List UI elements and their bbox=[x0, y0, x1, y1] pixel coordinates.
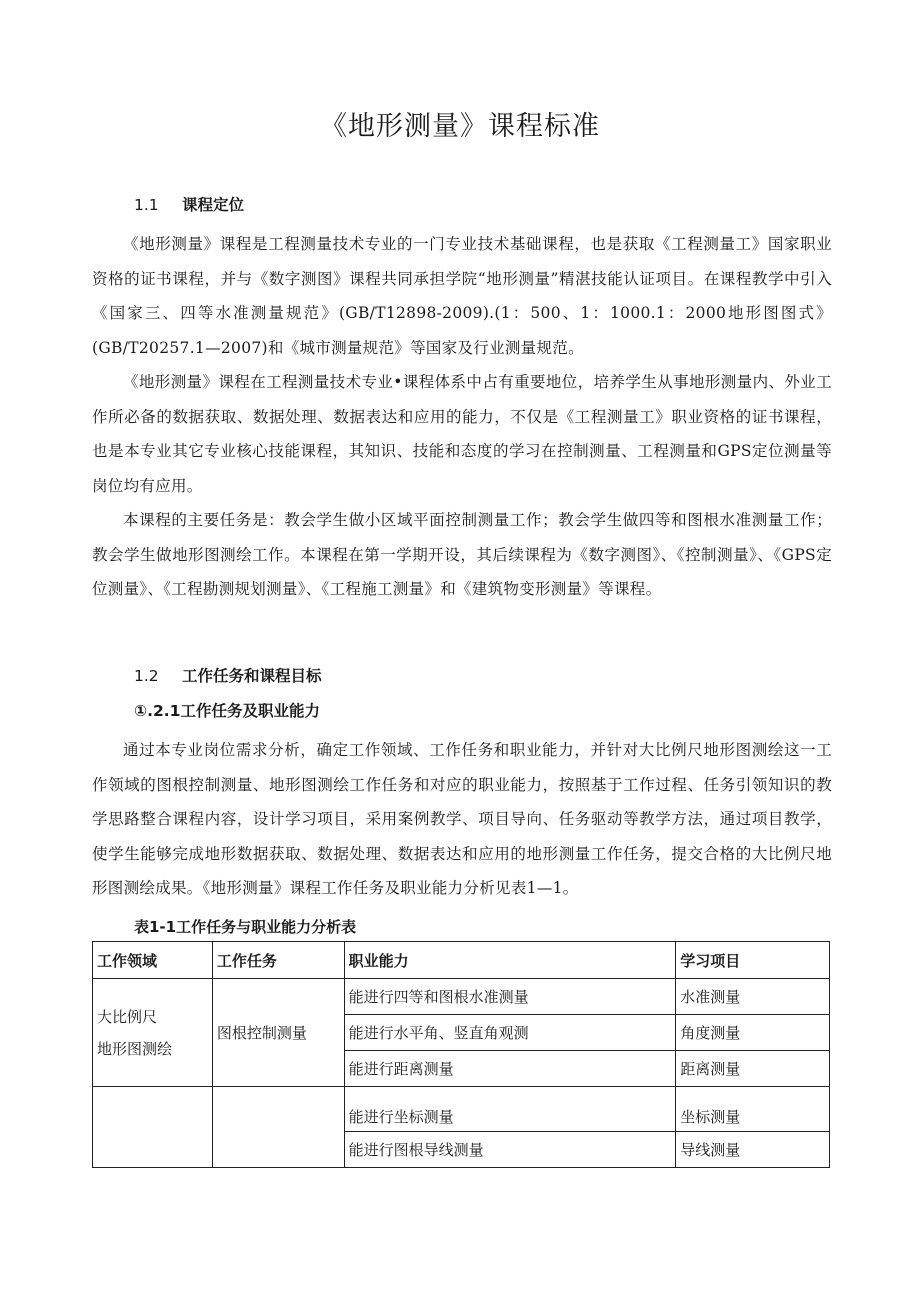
header-learning-project: 学习项目 bbox=[676, 942, 830, 979]
table-header-row bbox=[93, 942, 830, 979]
section-number: 1.2 bbox=[134, 667, 159, 685]
ability-analysis-table bbox=[92, 941, 830, 1168]
project-cell: 导线测量 bbox=[676, 1132, 830, 1168]
work-task-cell: 图根控制测量 bbox=[212, 979, 344, 1087]
ability-cell: 能进行坐标测量 bbox=[344, 1087, 676, 1132]
section-title: 工作任务和课程目标 bbox=[182, 667, 322, 685]
header-work-area: 工作领域 bbox=[93, 942, 213, 979]
table-caption: 表1-1工作任务与职业能力分析表 bbox=[134, 918, 357, 936]
section-heading-1-1 bbox=[134, 193, 244, 215]
document-title: 《地形测量》课程标准 bbox=[320, 111, 600, 142]
ability-cell: 能进行距离测量 bbox=[344, 1051, 676, 1087]
table-row bbox=[93, 1087, 830, 1132]
paragraph-work-analysis: 通过本专业岗位需求分析，确定工作领域、工作任务和职业能力，并针对大比例尺地形图测绘这一工作领域的图根控制测量、地形图测绘工作任务和对应的职业能力，按照基于工作过程、任务引领知识的教学思路整合课程内容，设计学习项目，采用案例教学、项目导向、任务驱动等教学方法，通过项目教学，使学生能够完成地形数据获取、数据处理、数据表达和应用的地形测量工作任务，提交合格的大比例尺地形图测绘成果。《地形测量》课程工作任务及职业能力分析见表1—1。 bbox=[92, 741, 832, 897]
work-area-line: 大比例尺 bbox=[97, 1007, 158, 1026]
ability-cell: 能进行水平角、竖直角观测 bbox=[344, 1015, 676, 1051]
header-ability: 职业能力 bbox=[344, 942, 676, 979]
work-area-line: 地形图测绘 bbox=[97, 1039, 173, 1058]
section-number: 1.1 bbox=[134, 196, 159, 214]
project-cell: 角度测量 bbox=[676, 1015, 830, 1051]
subsection-heading-1-2-1: ①.2.1工作任务及职业能力 bbox=[134, 702, 320, 720]
work-task-cell bbox=[212, 1087, 344, 1168]
project-cell: 距离测量 bbox=[676, 1051, 830, 1087]
table-row bbox=[93, 979, 830, 1015]
work-area-cell bbox=[93, 979, 213, 1087]
ability-cell: 能进行图根导线测量 bbox=[344, 1132, 676, 1168]
ability-cell: 能进行四等和图根水准测量 bbox=[344, 979, 676, 1015]
section-title: 课程定位 bbox=[182, 196, 245, 214]
paragraph-course-role: 《地形测量》课程在工程测量技术专业•课程体系中占有重要地位，培养学生从事地形测量内、外业工作所必备的数据获取、数据处理、数据表达和应用的能力，不仅是《工程测量工》职业资格的证书课程，也是本专业其它专业核心技能课程，其知识、技能和态度的学习在控制测量、工程测量和GPS定位测量等岗位均有应用。 bbox=[92, 373, 832, 495]
paragraph-course-tasks: 本课程的主要任务是：教会学生做小区域平面控制测量工作；教会学生做四等和图根水准测量工作；教会学生做地形图测绘工作。本课程在第一学期开设，其后续课程为《数字测图》、《控制测量》、《GPS定位测量》、《工程勘测规划测量》、《工程施工测量》和《建筑物变形测量》等课程。 bbox=[92, 511, 832, 598]
paragraph-course-position: 《地形测量》课程是工程测量技术专业的一门专业技术基础课程，也是获取《工程测量工》国家职业资格的证书课程，并与《数字测图》课程共同承担学院“地形测量”精湛技能认证项目。在课程教学中引入《国家三、四等水准测量规范》(GB/T12898-2009).(1：500、1：1000.1：2000地形图图式》(GB/T20257.1—2007)和《城市测量规范》等国家及行业测量规范。 bbox=[92, 235, 832, 357]
section-heading-1-2 bbox=[134, 664, 322, 686]
project-cell: 坐标测量 bbox=[676, 1087, 830, 1132]
header-work-task: 工作任务 bbox=[212, 942, 344, 979]
work-area-cell bbox=[93, 1087, 213, 1168]
project-cell: 水准测量 bbox=[676, 979, 830, 1015]
